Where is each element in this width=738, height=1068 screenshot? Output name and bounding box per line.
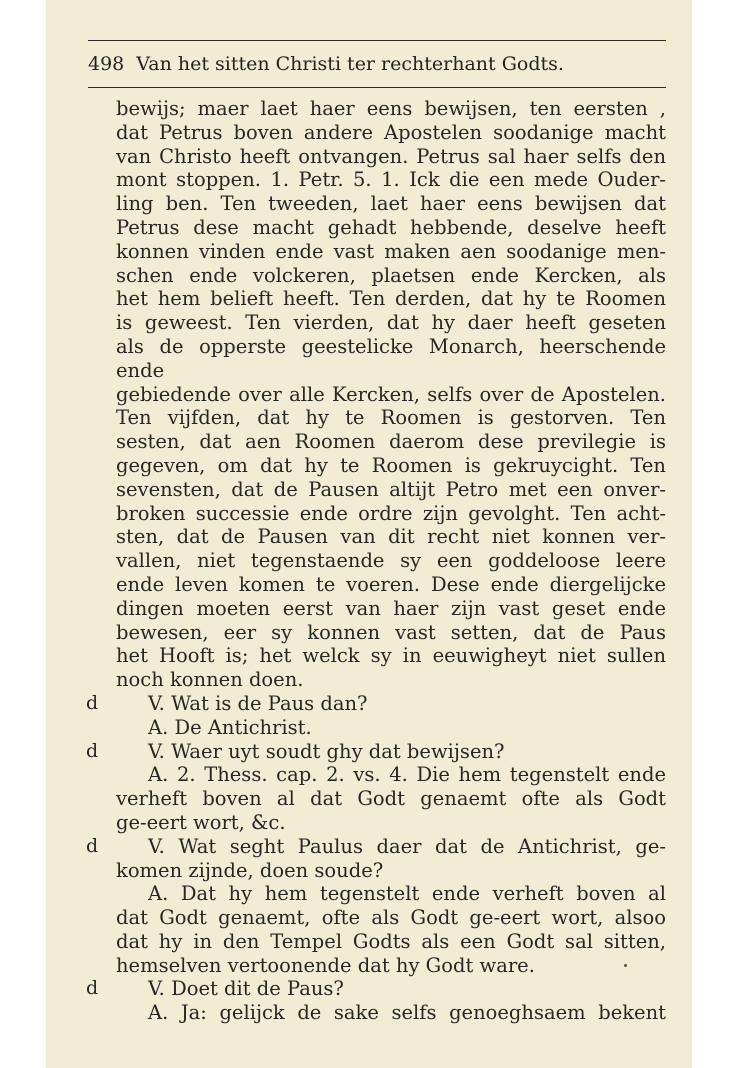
text-line: A. 2. Thess. cap. 2. vs. 4. Die hem tegenstelt ende xyxy=(148,763,666,787)
running-header xyxy=(88,52,666,76)
text-line: dat Godt genaemt, ofte als Godt ge-eert wort, alsoo xyxy=(116,906,666,930)
text-line: schen ende volckeren, plaetsen ende Kercken, als xyxy=(116,263,666,287)
text-line: ende leven komen te voeren. Dese ende diergelijcke xyxy=(116,572,666,596)
page-number: 498 xyxy=(88,53,125,75)
text-line: als de opperste geestelicke Monarch, heerschende ende xyxy=(116,334,666,382)
answer-block xyxy=(116,1001,666,1025)
text-line: dat Petrus boven andere Apostelen soodanige macht xyxy=(116,120,666,144)
text-line: dat hy in den Tempel Godts als een Godt sal sitten, xyxy=(116,929,666,953)
text-line: vallen, niet tegenstaende sy een goddeloose leere xyxy=(116,549,666,573)
answer-block xyxy=(116,882,666,977)
margin-marker: d xyxy=(86,834,99,857)
header-rule-bottom xyxy=(88,87,666,88)
text-line: Petrus dese macht gehadt hebbende, deselve heeft xyxy=(116,215,666,239)
text-line: bewijs; maer laet haer eens bewijsen, ten eersten , xyxy=(116,97,666,120)
text-line: van Christo heeft ontvangen. Petrus sal haer selfs den xyxy=(116,144,666,168)
text-line: V. Wat seght Paulus daer dat de Antichrist, ge- xyxy=(148,834,666,858)
text-line: V. Wat is de Paus dan? xyxy=(148,691,368,715)
text-line: konnen vinden ende vast maken aen soodanige men- xyxy=(116,239,666,263)
text-line: het hem belieft heeft. Ten derden, dat hy te Roomen xyxy=(116,287,666,311)
header-rule-top xyxy=(88,40,666,41)
text-line: V. Doet dit de Paus? xyxy=(148,977,344,1001)
text-line: mont stoppen. 1. Petr. 5. 1. Ick die een mede Ouder- xyxy=(116,168,666,192)
text-line: ge-eert wort, &c. xyxy=(116,810,286,834)
text-line: is geweest. Ten vierden, dat hy daer heeft geseten xyxy=(116,311,666,335)
text-line: ling ben. Ten tweeden, laet haer eens bewijsen dat xyxy=(116,192,666,216)
text-line: V. Waer uyt soudt ghy dat bewijsen? xyxy=(148,739,505,763)
text-line: komen zijnde, doen soude? xyxy=(116,858,384,882)
book-page xyxy=(46,0,692,1068)
answer-block xyxy=(116,763,666,834)
text-line: dingen moeten eerst van haer zijn vast geset ende xyxy=(116,596,666,620)
text-line: Ten vijfden, dat hy te Roomen is gestorven. Ten xyxy=(116,406,666,430)
margin-marker: d xyxy=(86,691,99,714)
text-line: sesten, dat aen Roomen daerom dese previlegie is xyxy=(116,430,666,454)
question-block xyxy=(86,691,666,716)
running-title: Van het sitten Christi ter rechterhant Godts. xyxy=(136,53,564,75)
text-line: sten, dat de Pausen van dit recht niet konnen ver- xyxy=(116,525,666,549)
margin-marker: d xyxy=(86,977,99,1000)
text-line: hemselven vertoonende dat hy Godt ware. xyxy=(116,953,535,977)
text-line: noch konnen doen. xyxy=(116,668,304,692)
margin-marker: d xyxy=(86,739,99,762)
answer-block xyxy=(116,716,666,740)
text-line: broken successie ende ordre zijn gevolght. Ten acht- xyxy=(116,501,666,525)
text-line: sevensten, dat de Pausen altijt Petro met een onver- xyxy=(116,477,666,501)
text-line: A. Dat hy hem tegenstelt ende verheft boven al xyxy=(148,882,666,906)
question-block xyxy=(86,739,666,764)
page-body xyxy=(86,97,666,1025)
question-block xyxy=(86,834,666,883)
text-line: het Hooft is; het welck sy in eeuwigheyt niet sullen xyxy=(116,644,666,668)
ink-speck xyxy=(624,964,627,967)
text-line: bewesen, eer sy konnen vast setten, dat de Paus xyxy=(116,620,666,644)
question-block xyxy=(86,977,666,1001)
text-line: A. De Antichrist. xyxy=(148,715,312,739)
text-line: gegeven, om dat hy te Roomen is gekruycight. Ten xyxy=(116,453,666,477)
text-line: verheft boven al dat Godt genaemt ofte als Godt xyxy=(116,787,666,811)
prose-paragraph xyxy=(116,97,666,692)
text-line: A. Ja: gelijck de sake selfs genoeghsaem bekent xyxy=(148,1001,666,1025)
text-line: gebiedende over alle Kercken, selfs over de Apostelen. xyxy=(116,382,666,406)
